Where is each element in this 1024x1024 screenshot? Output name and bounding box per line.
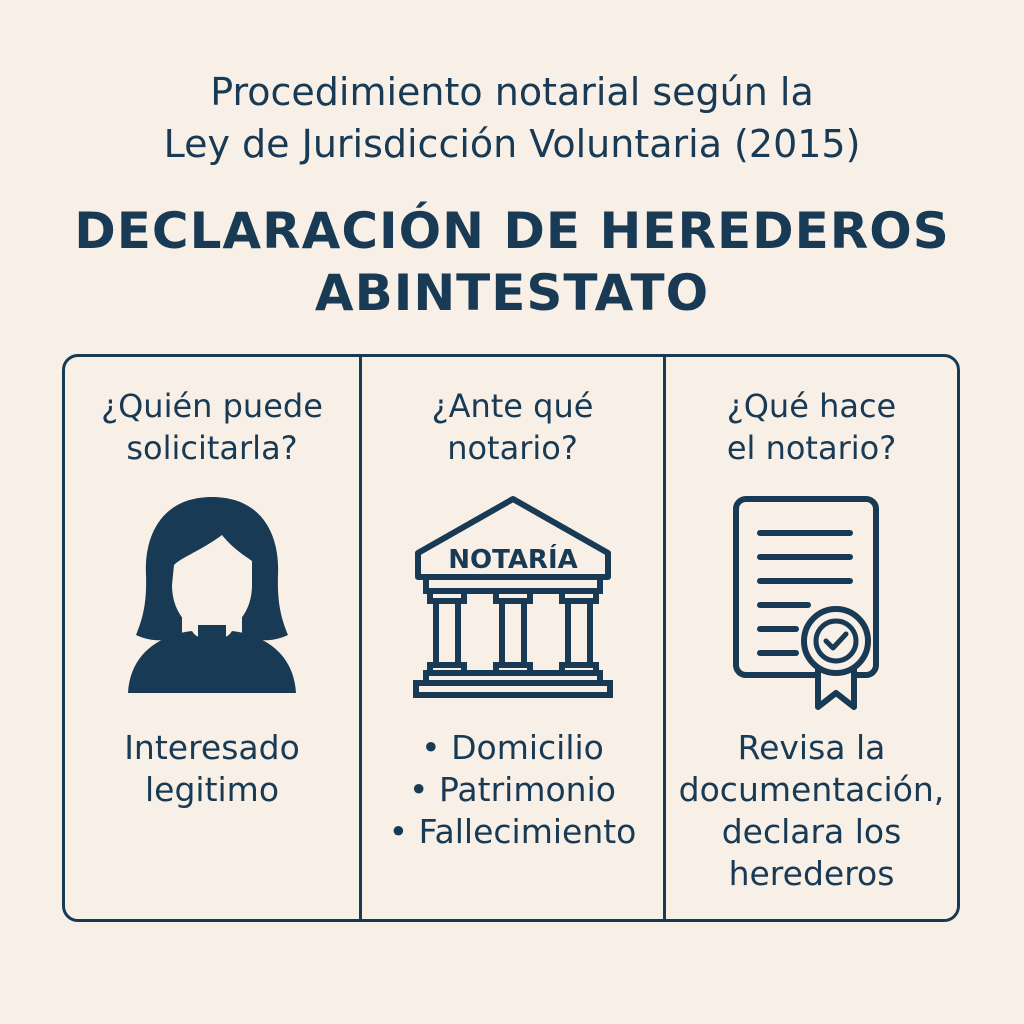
question-line-1: ¿Ante qué [431,387,594,425]
subtitle [0,66,1024,170]
question-line-2: solicitarla? [126,429,298,467]
answer-line: declara los [721,812,902,851]
subtitle-line-1: Procedimiento notarial según la [210,70,814,114]
question-line-1: ¿Quién puede [101,387,323,425]
title-line-1: DECLARACIÓN DE HEREDEROS [74,202,950,260]
answer-line: • Domicilio [421,728,604,767]
column-which-notary-question [362,385,663,469]
column-which-notary [362,357,663,919]
answer-line: legitimo [144,770,280,809]
column-who-question [65,385,359,469]
answer-line: herederos [728,854,895,893]
answer-line: • Patrimonio [409,770,616,809]
column-who-answer [65,727,359,811]
person-icon [122,495,302,699]
notary-building-icon [408,493,618,703]
certificate-document-icon [732,495,892,719]
answer-line: Interesado [124,728,300,767]
answer-line: • Fallecimiento [388,812,637,851]
info-panel [62,354,960,922]
question-line-2: el notario? [726,429,897,467]
answer-line: Revisa la [737,728,886,767]
notary-label: NOTARÍA [447,545,578,575]
title-line-2: ABINTESTATO [314,264,710,322]
column-what-does [666,357,957,919]
column-what-does-answer [666,727,957,895]
subtitle-line-2: Ley de Jurisdicción Voluntaria (2015) [163,122,861,166]
question-line-2: notario? [447,429,578,467]
page-title [0,200,1024,324]
answer-line: documentación, [678,770,945,809]
question-line-1: ¿Qué hace [726,387,897,425]
column-who [65,357,359,919]
column-what-does-question [666,385,957,469]
column-which-notary-answer [362,727,663,853]
